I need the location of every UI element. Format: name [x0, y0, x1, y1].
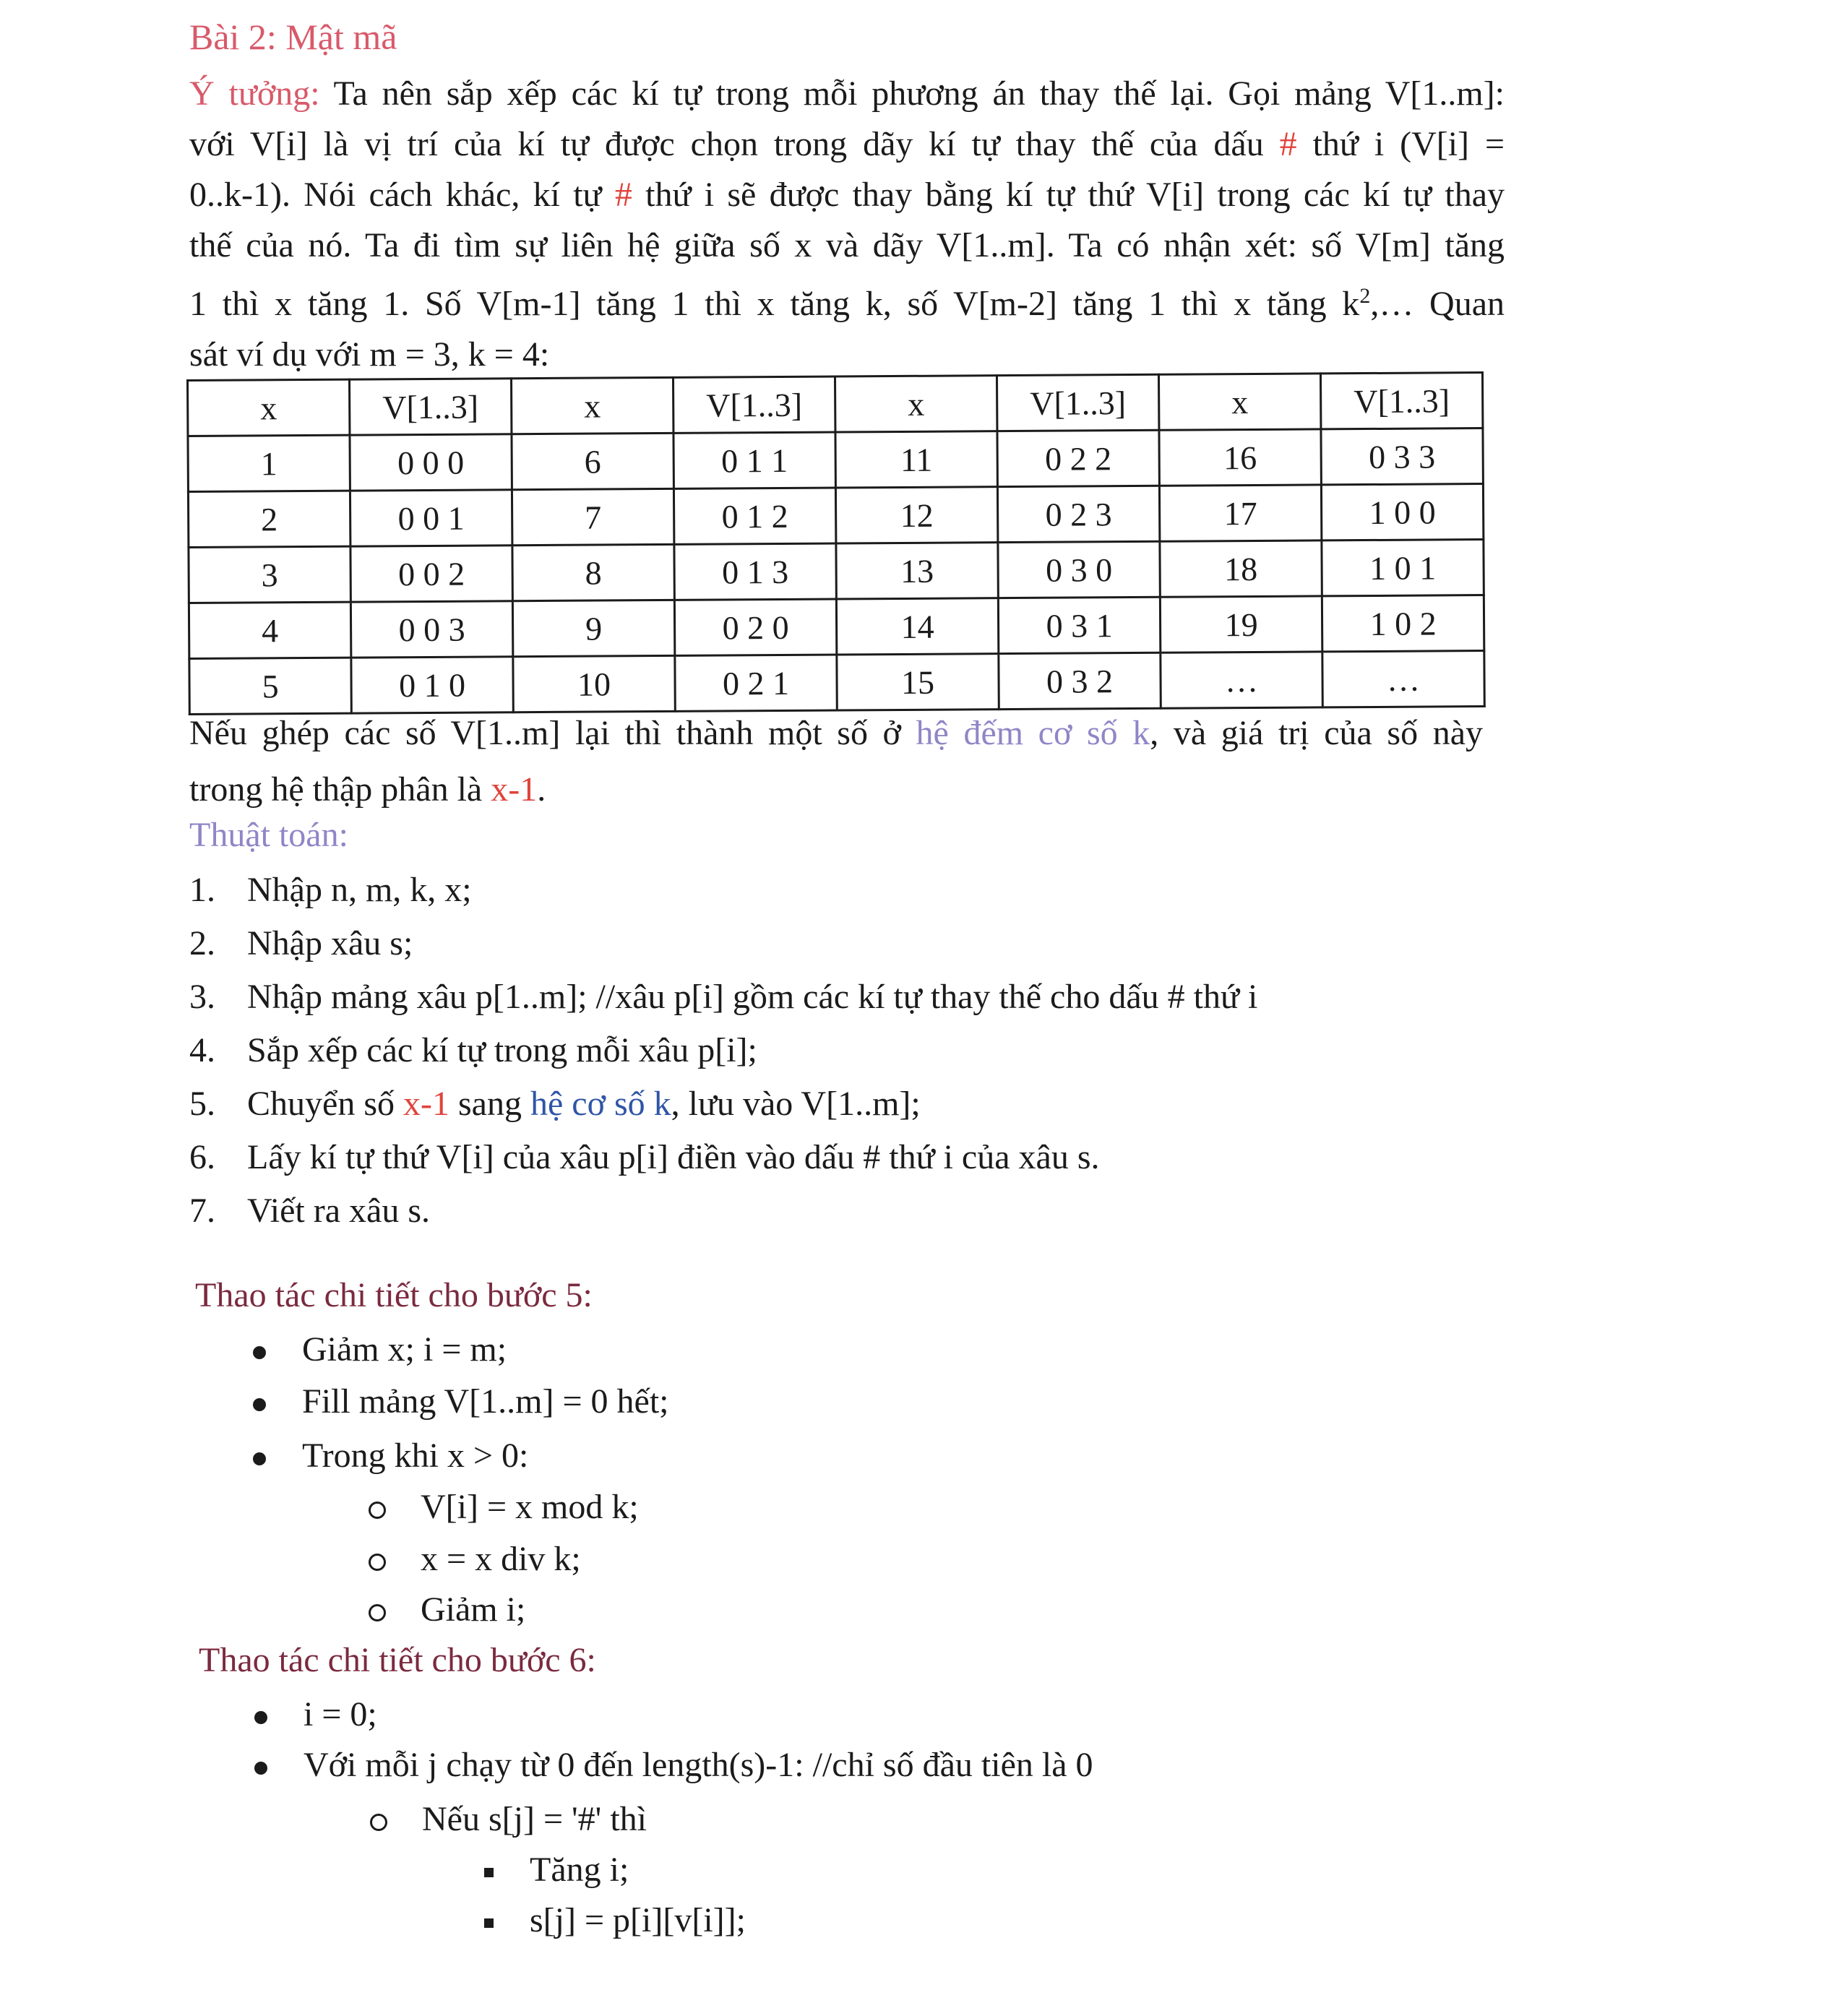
circle-bullet-icon — [369, 1502, 386, 1519]
table-cell: 0 0 1 — [350, 490, 512, 546]
table-cell: 15 — [837, 654, 999, 710]
table-row — [189, 651, 1484, 715]
bullet-icon — [253, 1452, 266, 1465]
table-cell: x — [1158, 374, 1320, 430]
step5-bullet-3: Trong khi x > 0: — [253, 1436, 528, 1476]
bullet-icon — [253, 1346, 266, 1359]
table-cell: 11 — [835, 431, 997, 488]
table-cell: 12 — [835, 487, 997, 543]
algorithm-heading: Thuật toán: — [189, 816, 348, 854]
after-table-paragraph — [189, 708, 1483, 815]
table-cell: 0 3 1 — [998, 597, 1160, 653]
table-cell: 7 — [512, 488, 673, 545]
step6-bullet-2: Với mỗi j chạy từ 0 đến length(s)-1: //chỉ số đầu tiên là 0 — [254, 1745, 1093, 1785]
idea-label: Ý tưởng: — [189, 74, 320, 113]
table-cell: 17 — [1159, 485, 1321, 541]
table-cell: V[1..3] — [673, 376, 835, 433]
idea-line-4: thế của nó. Ta đi tìm sự liên hệ giữa số x và dãy V[1..m]. Ta có nhận xét: số V[m] tăng — [189, 226, 1505, 264]
idea-line-1: Ý tưởng: Ta nên sắp xếp các kí tự trong mỗi phương án thay thế lại. Gọi mảng V[1..m]: — [189, 74, 1505, 113]
table-cell: 6 — [512, 433, 673, 489]
table-cell: 8 — [512, 544, 674, 600]
idea-line-2: với V[i] là vị trí của kí tự được chọn trong dãy kí tự thay thế của dấu # thứ i (V[i] = — [189, 125, 1505, 163]
table-cell: V[1..3] — [1320, 373, 1482, 429]
table-cell: 0 0 0 — [350, 434, 512, 491]
bullet-icon — [254, 1762, 267, 1775]
table-cell: 3 — [189, 546, 350, 603]
table-cell: 1 0 2 — [1322, 595, 1484, 652]
table-cell: V[1..3] — [997, 374, 1158, 431]
table-row — [189, 595, 1484, 659]
table-row — [189, 540, 1484, 603]
table-cell: 0 1 2 — [673, 488, 835, 544]
bullet-icon — [254, 1711, 267, 1724]
table-cell: 0 3 2 — [999, 652, 1161, 709]
bullet-icon — [253, 1398, 266, 1411]
after-line-2: trong hệ thập phân là x-1. — [189, 770, 546, 809]
table-cell: 0 1 0 — [351, 657, 513, 713]
v-table — [186, 371, 1486, 715]
step5-sub-1: V[i] = x mod k; — [369, 1487, 639, 1527]
table-row — [188, 428, 1483, 492]
table-header-row — [188, 373, 1483, 436]
table-cell: 19 — [1160, 596, 1322, 652]
table-cell: 0 0 3 — [350, 601, 512, 658]
table-cell: x — [188, 379, 350, 436]
table-cell: 1 0 0 — [1321, 484, 1483, 540]
table-cell: 1 0 1 — [1322, 540, 1484, 596]
step-1: 1. Nhập n, m, k, x; — [189, 871, 472, 909]
algorithm-steps — [189, 863, 1257, 1238]
circle-bullet-icon — [370, 1814, 387, 1831]
table-cell: x — [512, 377, 673, 434]
step5-sub-3: Giảm i; — [369, 1590, 525, 1629]
table-cell: 1 — [188, 435, 350, 491]
idea-line-5: 1 thì x tăng 1. Số V[m-1] tăng 1 thì x tăng k, số V[m-2] tăng 1 thì x tăng $k^2,\dots$ Quan — [189, 284, 1505, 323]
table-row — [188, 484, 1483, 548]
step6-bullet-1: i = 0; — [254, 1694, 377, 1734]
idea-line-6: sát ví dụ với m = 3, k = 4: — [189, 335, 550, 374]
after-line-1: Nếu ghép các số V[1..m] lại thì thành một số ở hệ đếm cơ số k, và giá trị của số này — [189, 714, 1484, 752]
table-cell: x — [835, 376, 997, 432]
table-cell: 18 — [1160, 540, 1322, 597]
table-cell: 14 — [836, 598, 998, 655]
step-5: 5. Chuyển số x-1 sang hệ cơ số k, lưu vào V[1..m]; — [189, 1085, 921, 1123]
step6-subsub-2: s[j] = p[i][v[i]]; — [484, 1900, 746, 1940]
step6-subsub-1: Tăng i; — [484, 1850, 629, 1890]
table-cell: 0 2 1 — [675, 655, 837, 711]
table-cell: 2 — [188, 491, 350, 547]
table-cell: 0 3 3 — [1321, 428, 1483, 485]
table-cell: 0 2 0 — [674, 599, 836, 655]
table-cell: 0 3 0 — [998, 541, 1160, 598]
table-cell: 0 2 2 — [997, 430, 1159, 486]
idea-paragraph — [189, 69, 1505, 380]
step5-bullet-2: Fill mảng V[1..m] = 0 hết; — [253, 1382, 669, 1421]
step5-sub-2: x = x div k; — [369, 1539, 581, 1579]
step6-sub-1: Nếu s[j] = '#' thì — [370, 1799, 647, 1839]
table-cell: … — [1322, 651, 1484, 707]
page-title: Bài 2: Mật mã — [189, 17, 397, 57]
table-cell: 0 0 2 — [350, 546, 512, 602]
step-7: 7. Viết ra xâu s. — [189, 1192, 431, 1230]
table-cell: 9 — [512, 600, 674, 656]
square-bullet-icon — [484, 1868, 494, 1877]
step5-bullet-1: Giảm x; i = m; — [253, 1330, 507, 1369]
step-3: 3. Nhập mảng xâu p[1..m]; //xâu p[i] gồm các kí tự thay thế cho dấu # thứ i — [189, 978, 1258, 1016]
table-cell: V[1..3] — [350, 379, 512, 435]
step5-heading: Thao tác chi tiết cho bước 5: — [195, 1276, 593, 1314]
table-cell: 5 — [189, 658, 351, 714]
circle-bullet-icon — [369, 1604, 386, 1621]
table-cell: 13 — [836, 543, 998, 599]
table-cell: 16 — [1159, 429, 1321, 486]
table-cell: 4 — [189, 602, 350, 658]
table-cell: 0 1 1 — [673, 432, 835, 488]
step-6: 6. Lấy kí tự thứ V[i] của xâu p[i] điền vào dấu # thứ i của xâu s. — [189, 1138, 1100, 1176]
step6-heading: Thao tác chi tiết cho bước 6: — [199, 1641, 596, 1679]
circle-bullet-icon — [369, 1554, 386, 1571]
idea-line-3: 0..k-1). Nói cách khác, kí tự # thứ i sẽ được thay bằng kí tự thứ V[i] trong các kí tự thay — [189, 176, 1505, 214]
table-cell: … — [1161, 652, 1322, 708]
table-cell: 0 1 3 — [674, 543, 836, 600]
step-4: 4. Sắp xếp các kí tự trong mỗi xâu p[i]; — [189, 1031, 757, 1069]
table-cell: 0 2 3 — [997, 486, 1159, 542]
square-bullet-icon — [484, 1918, 494, 1928]
step-2: 2. Nhập xâu s; — [189, 924, 413, 962]
table-cell: 10 — [513, 655, 675, 712]
